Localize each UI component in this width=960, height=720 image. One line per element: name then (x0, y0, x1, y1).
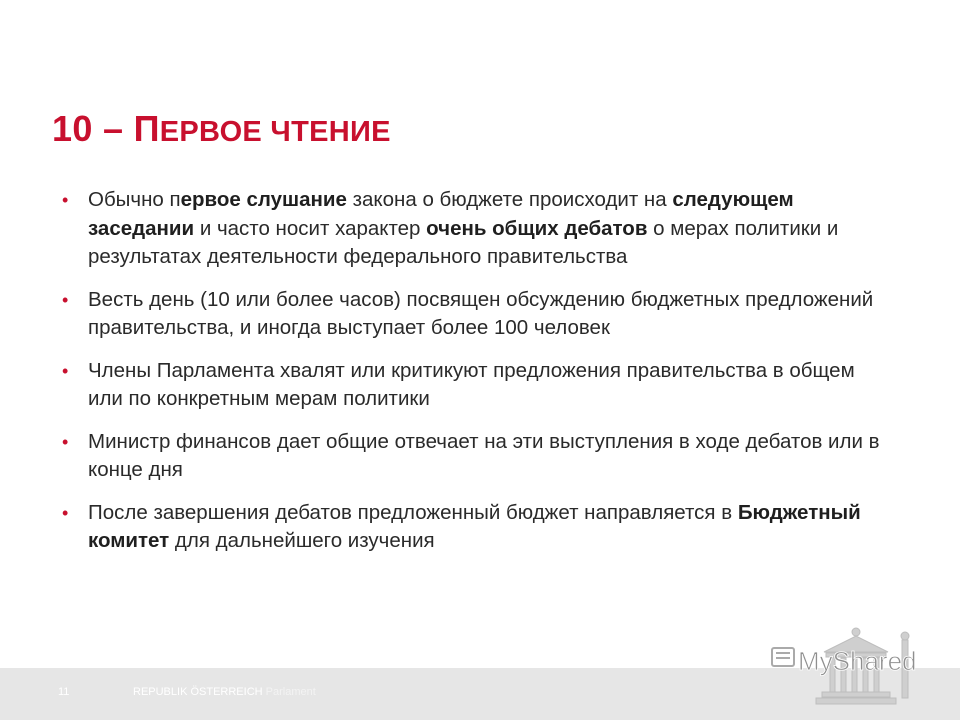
bullet-emphasis: ервое слушание (180, 188, 347, 211)
footer-unit: Parlament (265, 686, 316, 698)
bullet-item (62, 186, 882, 272)
bullet-item (62, 499, 882, 556)
bullet-text: и часто носит характер (194, 216, 427, 240)
bullet-dot-icon: • (62, 431, 69, 452)
title-capital: П (133, 108, 160, 149)
bullet-text: для дальнейшего изучения (169, 529, 435, 552)
page-number: 11 (58, 686, 70, 698)
slide-title (52, 108, 391, 150)
bullet-emphasis: следующем заседании (88, 188, 794, 240)
bullet-text: Члены Парламента хвалят или критикуют предложения правительства в общем или по конкретным мерам политики (88, 358, 855, 410)
parliament-building-icon (764, 626, 924, 714)
bullet-text: о мерах политики и результатах деятельности федерального правительства (88, 216, 839, 268)
bullet-dot-icon: • (62, 360, 69, 381)
footer-label (133, 686, 316, 698)
title-number: 10 – (52, 108, 134, 149)
bullet-item (62, 428, 882, 485)
footer-org: REPUBLIK ÖSTERREICH (133, 686, 263, 698)
bullet-text: закона о бюджете происходит на (346, 188, 673, 211)
bullet-emphasis: очень общих дебатов (426, 216, 648, 240)
bullet-text: Весть день (10 или более часов) посвящен обсуждению бюджетных предложений правительства, и иногда выступает более 100 человек (88, 287, 874, 339)
watermark-text: MyShared (798, 646, 917, 676)
bullet-item (62, 286, 882, 343)
bullet-item (62, 357, 882, 414)
title-rest: ЕРВОЕ ЧТЕНИЕ (159, 116, 391, 148)
bullet-dot-icon: • (62, 190, 69, 210)
bullet-dot-icon: • (62, 289, 69, 310)
bullet-text: Обычно п (88, 188, 181, 211)
bullet-dot-icon: • (62, 502, 69, 523)
bullet-emphasis: Бюджетный комитет (88, 500, 861, 552)
bullet-text: Министр финансов дает общие отвечает на эти выступления в ходе дебатов или в конце дня (88, 429, 880, 481)
bullet-list (62, 186, 882, 570)
bullet-text: После завершения дебатов предложенный бюджет направляется в (88, 500, 738, 524)
